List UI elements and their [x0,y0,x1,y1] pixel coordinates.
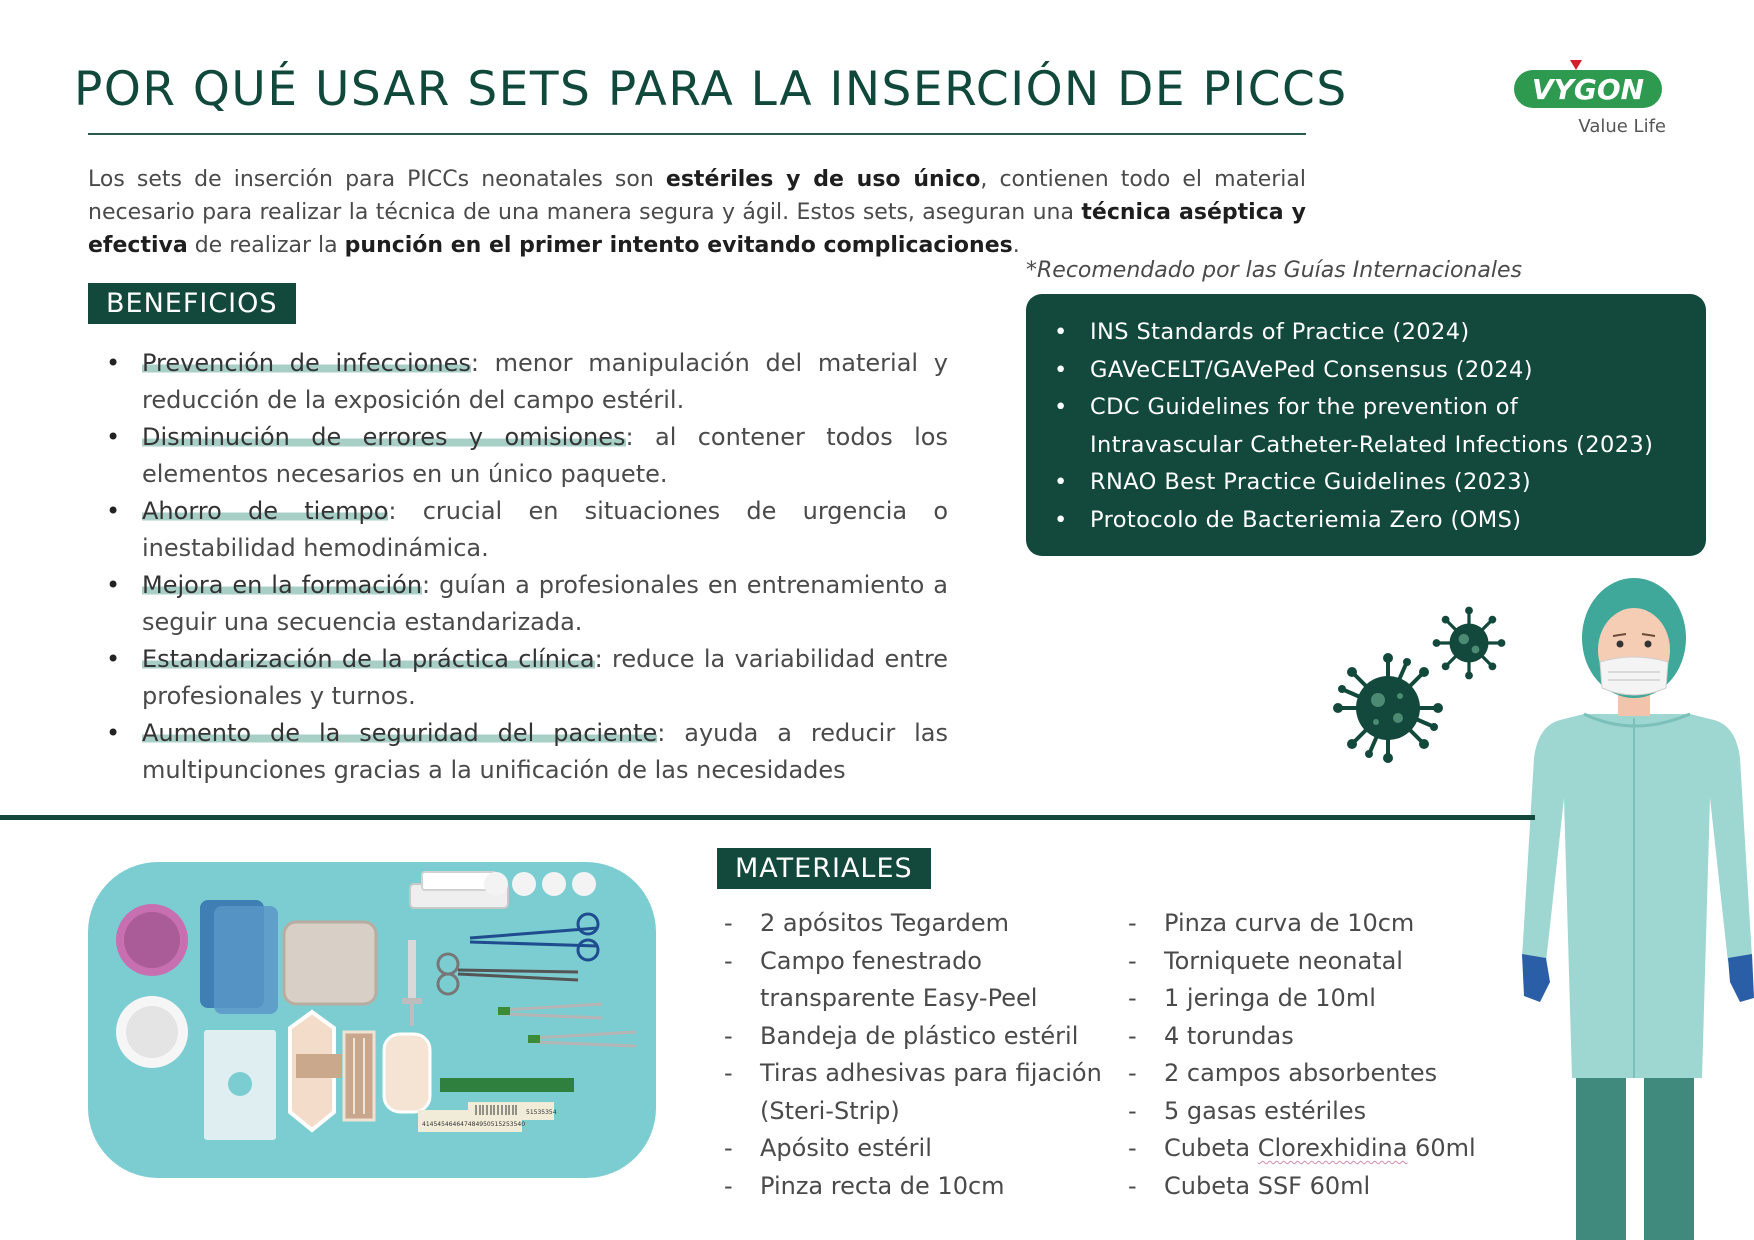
benefit-item: • Estandarización de la práctica clínica: reduce la variabilidad entre profesionales y turnos. [106,645,948,710]
materials-item: - 2 campos absorbentes [1128,1059,1438,1087]
guideline-item: • INS Standards of Practice (2024) [1054,319,1470,345]
guidelines-box [1026,294,1706,556]
benefit-highlight: Mejora en la formación [142,571,423,599]
logo-tagline: Value Life [1578,116,1666,137]
materials-item: - Cubeta Clorexhidina 60ml [1128,1134,1476,1162]
guideline-item: • Protocolo de Bacteriemia Zero (OMS) [1054,506,1522,533]
virus-icon [1430,604,1508,682]
guidelines-note: *Recomendado por las Guías Internacionales [1026,258,1522,283]
materials-item: - Campo fenestrado transparente Easy-Peel [724,946,1038,1012]
materials-heading: MATERIALES [717,848,931,889]
barcode-number: 414545464647484950515253540 [422,1121,526,1128]
benefit-highlight: Aumento de la seguridad del paciente [142,719,658,747]
benefit-highlight: Estandarización de la práctica clínica [142,645,595,673]
intro-paragraph: Los sets de inserción para PICCs neonatales son estériles y de uso único, contienen todo el material necesario para realizar la técnica de una manera segura y ágil. Estos sets, aseguran una técnica aséptica y efectiva de realizar la punción en el primer intento evitando complicaciones. [88,167,1307,258]
materials-item: - 1 jeringa de 10ml [1128,984,1376,1012]
guideline-item: • GAVeCELT/GAVePed Consensus (2024) [1054,356,1533,383]
materials-item: - Bandeja de plástico estéril [724,1021,1079,1050]
guideline-item: • CDC Guidelines for the prevention of Intravascular Catheter-Related Infections (2023) [1054,394,1654,458]
materials-item: - Apósito estéril [724,1134,932,1162]
section-divider [0,815,1535,820]
materials-item: - Torniquete neonatal [1128,946,1403,975]
barcode-number: 51535354 [526,1109,557,1116]
materials-item: - Cubeta SSF 60ml [1128,1171,1371,1200]
benefit-item: • Ahorro de tiempo: crucial en situaciones de urgencia o inestabilidad hemodinámica. [106,497,948,562]
benefit-item: • Aumento de la seguridad del paciente: ayuda a reducir las multipunciones gracias a la unificación de las necesidades [106,719,948,784]
vygon-logo [1512,58,1684,138]
materials-item: - Pinza recta de 10cm [724,1171,1005,1200]
benefits-list [106,345,948,789]
benefit-item: • Disminución de errores y omisiones: al contener todos los elementos necesarios en un único paquete. [106,423,948,488]
benefits-heading: BENEFICIOS [88,283,296,324]
benefit-item: • Mejora en la formación: guían a profesionales en entrenamiento a seguir una secuencia estandarizada. [106,571,948,636]
insertion-kit-tray-illustration [88,862,656,1178]
materials-list-right [1128,905,1508,1205]
benefit-highlight: Prevención de infecciones [142,349,471,377]
svg-text:VYGON: VYGON [1531,73,1645,106]
page-title: POR QUÉ USAR SETS PARA LA INSERCIÓN DE PICCS [74,62,1348,117]
title-underline [88,133,1306,135]
benefit-item: • Prevención de infecciones: menor manipulación del material y reducción de la exposición del campo estéril. [106,349,948,414]
nurse-illustration [1520,578,1754,1240]
benefit-highlight: Ahorro de tiempo [142,497,389,525]
materials-item: - Tiras adhesivas para fijación (Steri-Strip) [724,1059,1102,1125]
materials-item: - Pinza curva de 10cm [1128,909,1415,937]
materials-item: - 5 gasas estériles [1128,1096,1367,1125]
spellcheck-word: Clorexhidina [1257,1134,1408,1162]
materials-item: - 4 torundas [1128,1021,1294,1050]
guideline-item: • RNAO Best Practice Guidelines (2023) [1054,469,1532,495]
materials-list-left [724,905,1104,1205]
materials-item: - 2 apósitos Tegardem [724,909,1010,937]
benefit-highlight: Disminución de errores y omisiones [142,423,626,451]
